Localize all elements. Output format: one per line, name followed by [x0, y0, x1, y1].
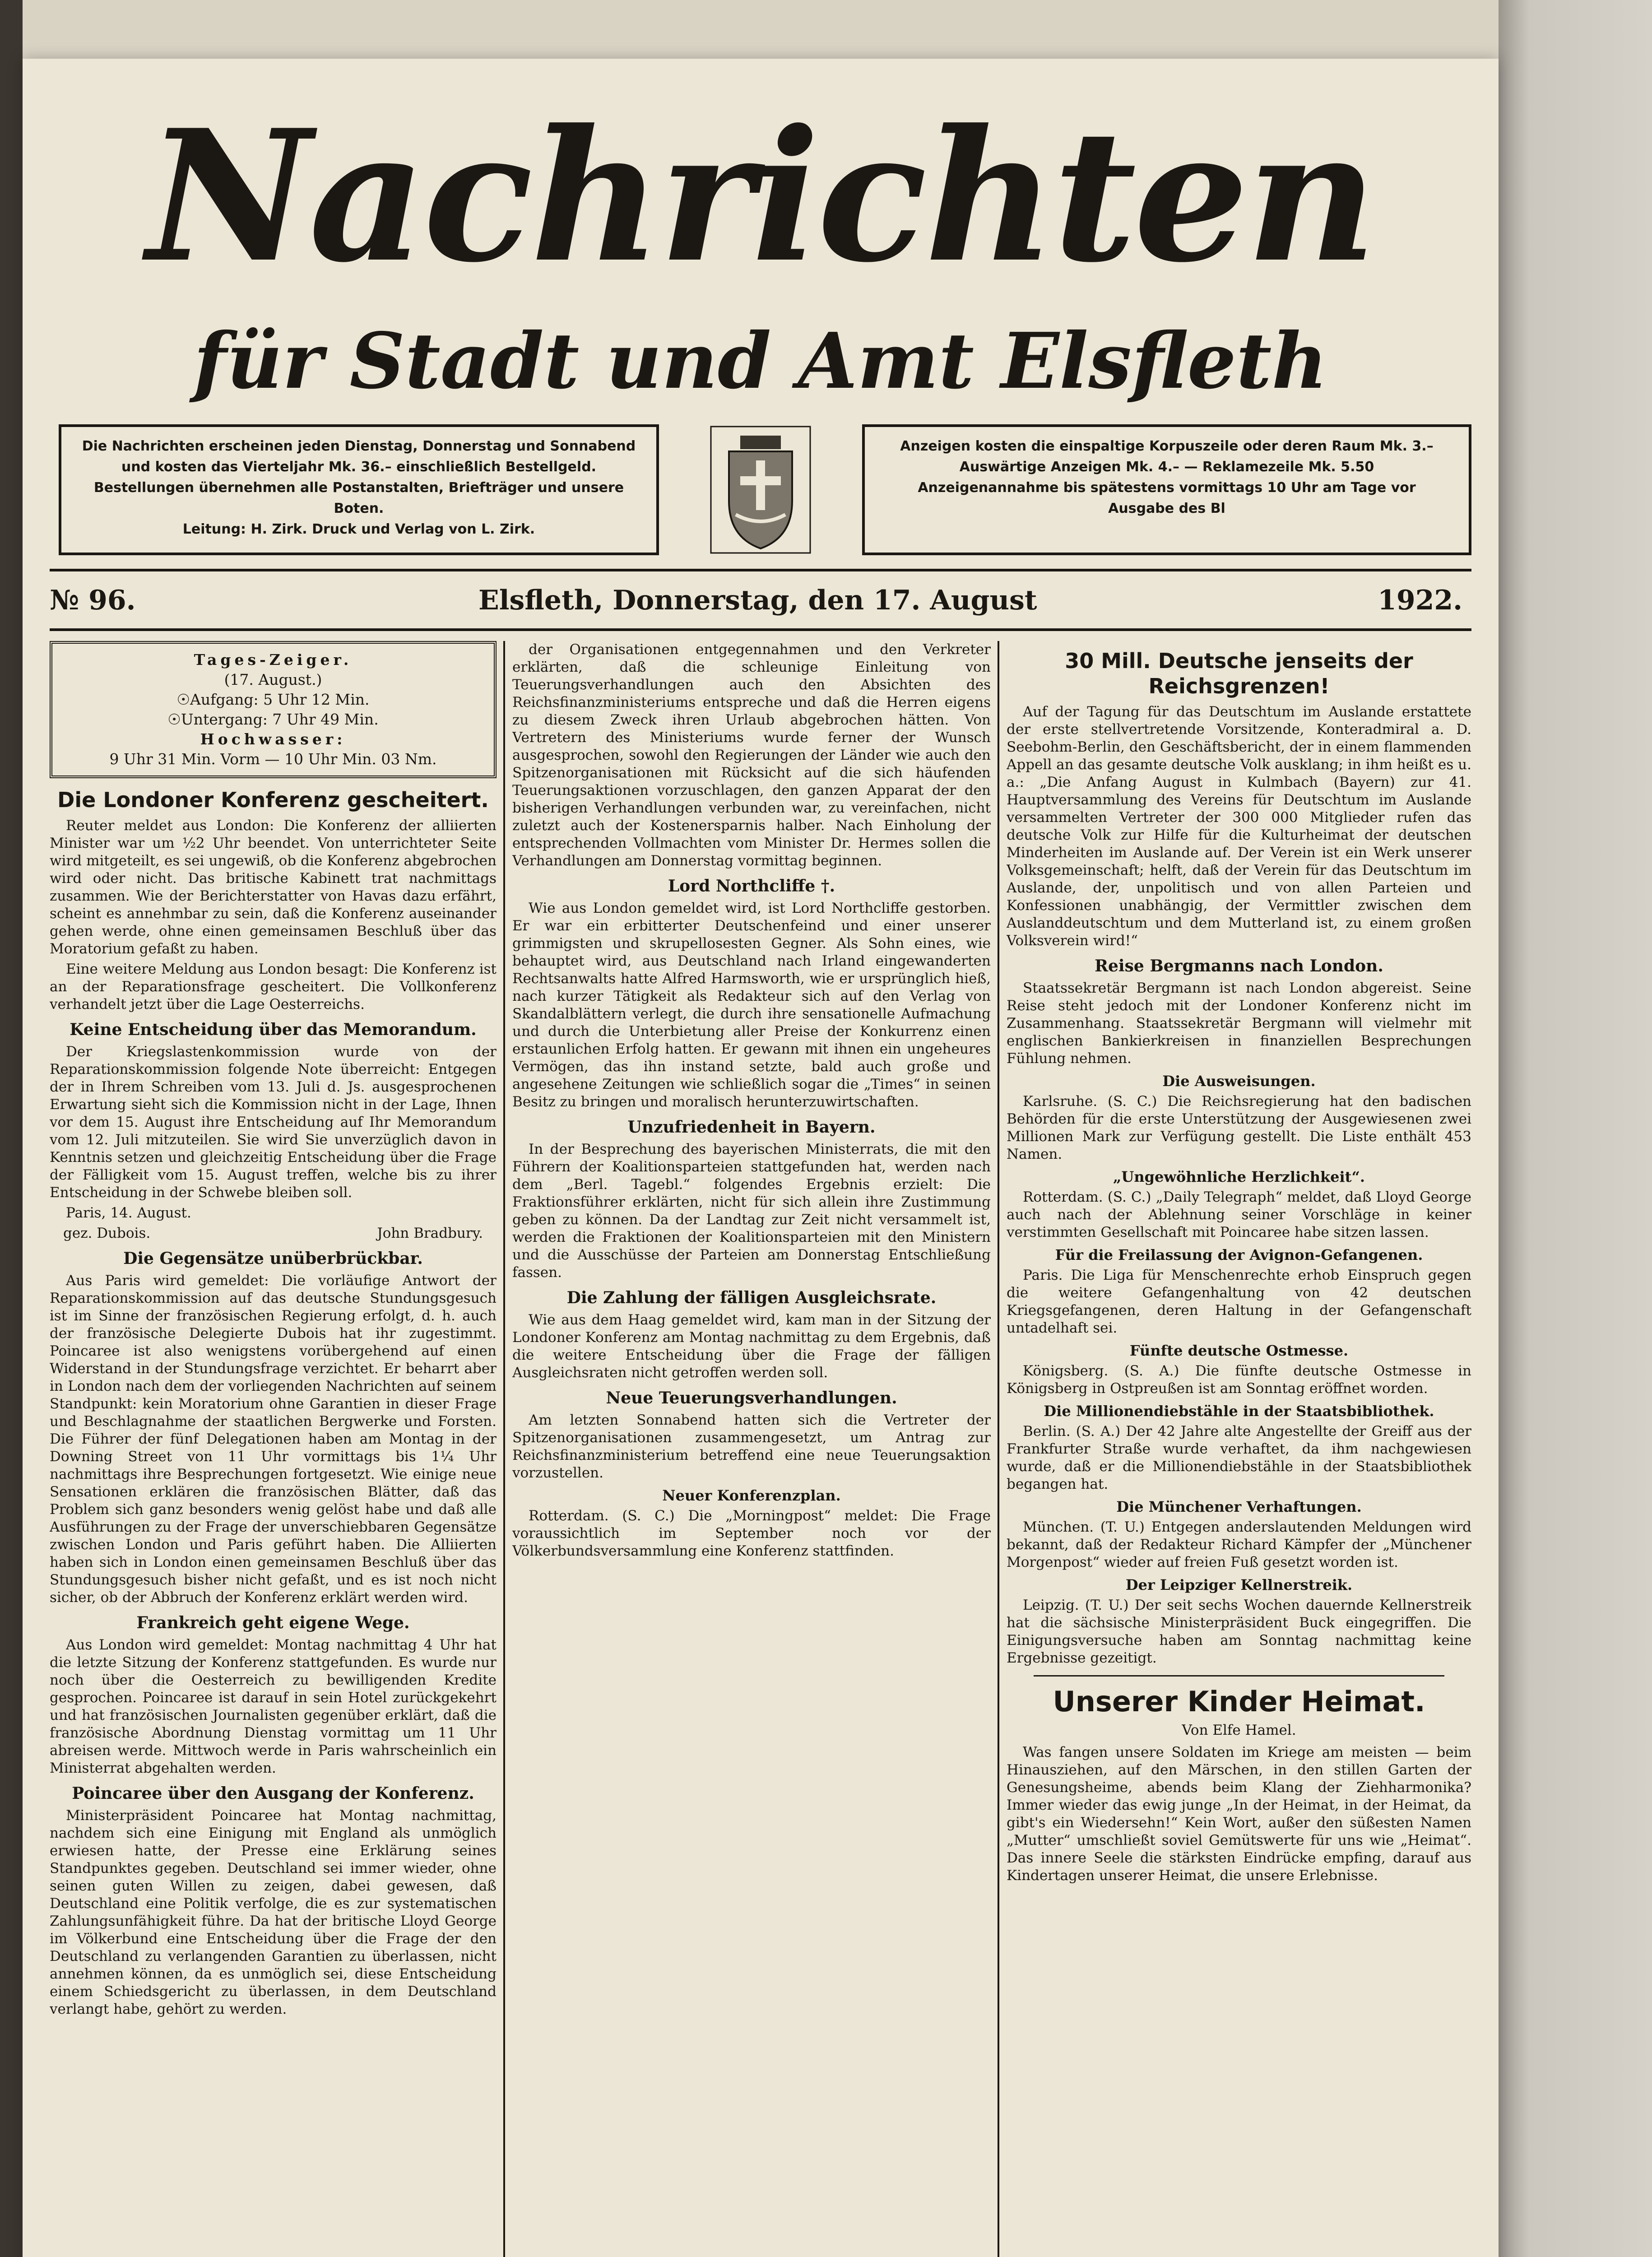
subheadline: „Ungewöhnliche Herzlichkeit“.	[1113, 1168, 1365, 1185]
tz-sunset: ☉Untergang: 7 Uhr 49 Min.	[167, 711, 379, 728]
subheadline: Unzufriedenheit in Bayern.	[627, 1118, 876, 1137]
subheadline: Die Zahlung der fälligen Ausgleichsrate.	[566, 1288, 937, 1307]
paragraph: der Organisationen entgegennahmen und den Verkreter erklärten, daß die schleunige Einleitung von Teuerungsverhandlungen auch den Absichten des Reichsfinanzministeriums entspreche und daß die Herren eigens zu diesem Zweck ihren Urlaub abgebrochen hätten. Von Vertretern des Ministeriums wurde ferner der Wunsch ausgesprochen, sowohl den Regierungen der Länder wie auch den Spitzenorganisationen mit Rücksicht auf die sich häufenden Teuerungsaktionen vorzuschlagen, den ganzen Apparat der den bisherigen Verhandlungen verbunden war, zu vereinfachen, nicht zuletzt auch der Kostenersparnis halber. Nach Einholung der entsprechenden Vollmachten vom Minister Dr. Hermes sollen die Verhandlungen am Donnerstag vormittag beginnen.	[512, 641, 991, 869]
subheadline: Keine Entscheidung über das Memorandum.	[70, 1020, 477, 1039]
issue-date: Elsfleth, Donnerstag, den 17. August	[478, 585, 1037, 616]
newspaper-page	[23, 59, 1499, 2257]
subheadline: Die Gegensätze unüberbrückbar.	[123, 1249, 423, 1268]
paragraph: Der Kriegslastenkommission wurde von der Reparationskommission folgende Note überreicht: Entgegen der in Ihrem Schreiben vom 13. Juli d. Js. ausgesprochenen Erwartung sieht sich die Kommission nicht in der Lage, Ihnen vor dem 15. August ihre Entscheidung auf Ihr Memorandum vom 12. Juli mitzuteilen. Sie wird Sie unverzüglich davon in Kenntnis setzen und gleichzeitig Entscheidung über die Frage der Fälligkeit vom 15. August treffen, welche bis zu ihrer Entscheidung in der Schwebe bleiben soll.	[50, 1044, 497, 1201]
info-line: Die Nachrichten erscheinen jeden Dienstag, Donnerstag und Sonnabend	[82, 438, 636, 454]
masthead-subtitle: für Stadt und Amt Elsfleth	[194, 316, 1327, 406]
paragraph: Ministerpräsident Poincaree hat Montag nachmittag, nachdem sich eine Einigung mit England als unmöglich erwiesen hatte, der Presse eine Erklärung seines Standpunktes gegeben. Deutschland sei immer wieder, ohne seinen guten Willen zu zeigen, dabei gewesen, daß Deutschland eine Politik verfolge, die es zur systematischen Zahlungsunfähigkeit führe. Da hat der britische Lloyd George im Völkerbund eine Entscheidung über die Frage der den Deutschland zu verlangenden Garantien zu überlassen, nicht annehmen können, da es unmöglich sei, diese Entscheidung einem Schiedsgericht zu überlassen, in dem Deutschland verlangt habe, gehört zu werden.	[50, 1807, 497, 2017]
paragraph: Wie aus dem Haag gemeldet wird, kam man in der Sitzung der Londoner Konferenz am Montag nachmittag zu dem Ergebnis, daß die weitere Entscheidung über die Frage der fälligen Ausgleichsraten nicht getroffen werden soll.	[512, 1312, 991, 1381]
paragraph: Was fangen unsere Soldaten im Kriege am meisten — beim Hinausziehen, auf den Märschen, in den stillen Garten der Genesungsheime, abends beim Klang der Ziehharmonika? Immer wieder das ewig junge „In der Heimat, in der Heimat, da gibt's ein Wiedersehn!“ Kein Wort, außer den süßesten Namen „Mutter“ umschließt soviel Gemütswerte für uns wie „Heimat“. Das innere Seele die stärksten Eindrücke empfing, darauf aus Kindertagen unserer Heimat, die unsere Erlebnisse.	[1007, 1744, 1471, 1884]
paragraph: Auf der Tagung für das Deutschtum im Auslande erstattete der erste stellvertretende Vorsitzende, Konteradmiral a. D. Seebohm-Berlin, den Geschäftsbericht, der in einem flammenden Appell an das gesamte deutsche Volk ausklang; in ihm heißt es u. a.: „Die Anfang August in Kulmbach (Bayern) zur 41. Hauptversammlung des Vereins für Deutschtum im Auslande versammelten Vertreter der 300 000 Mitglieder rufen das deutsche Volk zur Hilfe für die Kulturheimat der deutschen Minderheiten im Auslande auf. Der Verein ist ein Werk unserer Volksgemeinschaft; helft, daß der Verein für das Deutschtum im Auslande, der, unpolitisch und von allen Parteien und Konfessionen unabhängig, der Vermittler zwischen dem Auslanddeutschtum und dem Mutterland ist, zu einem großen Volksverein wird!“	[1007, 704, 1471, 949]
info-line: Leitung: H. Zirk. Druck und Verlag von L. Zirk.	[182, 521, 535, 537]
signatures	[50, 1225, 497, 1242]
column-divider	[998, 641, 999, 2257]
issue-year: 1922.	[1378, 585, 1462, 616]
subheadline: Der Leipziger Kellnerstreik.	[1125, 1576, 1353, 1593]
signature: gez. Dubois.	[63, 1225, 151, 1241]
dateline	[50, 576, 1471, 625]
advertising-info-box	[862, 424, 1471, 555]
masthead-title: Nachrichten	[146, 90, 1375, 302]
paragraph: Aus London wird gemeldet: Montag nachmittag 4 Uhr hat die letzte Sitzung der Konferenz stattgefunden. Es wurde nur noch über die Oesterreich zu bewilligenden Kredite gesprochen. Poincaree ist darauf in sein Hotel zurückgekehrt und hat französischen Journalisten gegenüber erklärt, daß die französische Abordnung Dienstag vormittag um 11 Uhr abreisen werde. Mittwoch werde in Paris wahrscheinlich ein Ministerrat abgehalten werden.	[50, 1637, 497, 1776]
tz-tide-title: Hochwasser:	[200, 730, 346, 748]
paragraph: Leipzig. (T. U.) Der seit sechs Wochen dauernde Kellnerstreik hat die sächsische Ministerpräsident Buck eingegriffen. Die Einigungsversuche haben am Sonntag nachmittag keine Ergebnisse gezeitigt.	[1007, 1597, 1471, 1666]
paragraph: Königsberg. (S. A.) Die fünfte deutsche Ostmesse in Königsberg in Ostpreußen ist am Sonntag eröffnet worden.	[1007, 1363, 1471, 1397]
subheadline: Für die Freilassung der Avignon-Gefangenen.	[1055, 1246, 1423, 1263]
subscription-info-box	[59, 424, 659, 555]
paragraph: Aus Paris wird gemeldet: Die vorläufige Antwort der Reparationskommission auf das deutsche Stundungsgesuch ist im Sinne der französischen Regierung erfolgt, d. h. auch der französische Delegierte Dubois hat ihr zugestimmt. Poincaree ist also wenigstens vorübergehend auf einen Widerstand in der Stundungsfrage verzichtet. Er beharrt aber in London nach dem der vorliegenden Nachrichten auf seinem Standpunkt: kein Moratorium ohne Garantien in dieser Frage und Beschlagnahme der staatlichen Bergwerke und Forsten. Die Führer der fünf Delegationen haben am Montag in der Downing Street von 11 Uhr vormittags bis 1¼ Uhr nachmittags ihre Besprechungen fortgesetzt. Wie einige neue Sensationen erklären die französischen Blätter, daß das Problem sich ganz besonders wenig gelöst habe und daß alle Ausführungen zu der Frage der unverschiebbaren Gegensätze zwischen London und Paris geführt haben. Die Alliierten haben sich in London einen gemeinsamen Beschluß über das Stundungsgesuch bisher nicht gefaßt, und es ist noch nicht sicher, ob der Abbruch der Konferenz erklärt werden wird.	[50, 1272, 497, 1606]
info-line: Anzeigenannahme bis spätestens vormittags 10 Uhr am Tage vor	[918, 480, 1416, 496]
subheadline: Poincaree über den Ausgang der Konferenz.	[72, 1784, 474, 1803]
subheadline: Die Millionendiebstähle in der Staatsbibliothek.	[1044, 1402, 1434, 1420]
tz-title: Tages-Zeiger.	[194, 651, 353, 669]
info-line: Ausgabe des Bl	[1108, 501, 1225, 516]
subheadline: Die Ausweisungen.	[1162, 1073, 1316, 1090]
subheadline: Frankreich geht eigene Wege.	[136, 1613, 410, 1632]
paragraph: Berlin. (S. A.) Der 42 Jahre alte Angestellte der Greiff aus der Frankfurter Straße wurde verhaftet, da ihm nachgewiesen wurde, daß er die Millionendiebstähle in der Staatsbibliothek begangen hat.	[1007, 1423, 1471, 1492]
signature-place: Paris, 14. August.	[66, 1205, 191, 1221]
subheadline: Neuer Konferenzplan.	[662, 1487, 841, 1504]
tages-zeiger-box	[50, 641, 497, 778]
book-gutter	[0, 0, 23, 2257]
coat-of-arms-icon	[709, 424, 812, 555]
paragraph: Reuter meldet aus London: Die Konferenz der alliierten Minister war um ½2 Uhr beendet. Von unterrichteter Seite wird mitgeteilt, es sei ungewiß, ob die Konferenz abgebrochen wird oder nicht. Das britische Kabinett trat nachmittags zusammen. Wie der Berichterstatter von Havas dazu erfährt, scheint es annehmbar zu sein, daß die Konferenz auseinander gehen werde, ohne einen gemeinsamen Beschluß über das Moratorium gefaßt zu haben.	[50, 817, 497, 957]
subheadline: Reise Bergmanns nach London.	[1095, 957, 1383, 975]
subheadline: Lord Northcliffe †.	[668, 877, 835, 896]
paragraph: Wie aus London gemeldet wird, ist Lord Northcliffe gestorben. Er war ein erbitterter Deutschenfeind und einer unserer grimmigsten und skrupellosesten Gegner. Als Sohn eines, wie behauptet wird, aus Deutschland nach Irland eingewanderten Rechtsanwalts hatte Alfred Harmsworth, wie er ursprünglich hieß, nach kurzer Tätigkeit als Redakteur sich auf den Verlag von Skandalblättern verlegt, die durch ihre sensationelle Aufmachung und durch die Unterbietung aller Preise der Konkurrenz einen erstaunlichen Erfolg hatten. Er gewann mit ihnen ein ungeheures Vermögen, das ihn instand setzte, bald auch große und angesehene Zeitungen wie schließlich sogar die „Times“ in seinen Besitz zu bringen und moralisch herunterzuwirtschaften.	[512, 900, 991, 1110]
column-2	[512, 641, 991, 2257]
tz-tide: 9 Uhr 31 Min. Vorm — 10 Uhr Min. 03 Nm.	[109, 750, 437, 768]
info-line: Auswärtige Anzeigen Mk. 4.– — Reklamezeile Mk. 5.50	[959, 459, 1374, 475]
paragraph: In der Besprechung des bayerischen Ministerrats, die mit den Führern der Koalitionsparteien stattgefunden hat, werden nach dem „Berl. Tagebl.“ folgendes Ergebnis erzielt: Die Fraktionsführer erklärten, nicht für sich allein ihre Zustimmung geben zu können. Da der Landtag zur Zeit nicht versammelt ist, werden die Fraktionen der Koalitionsparteien mit den Ministern und die Ausschüsse der Parteien am Donnerstag Entschließung fassen.	[512, 1141, 991, 1281]
page-edge	[1499, 0, 1652, 2257]
rule	[50, 628, 1471, 631]
signature: John Bradbury.	[377, 1225, 483, 1241]
paragraph: Paris. Die Liga für Menschenrechte erhob Einspruch gegen die weitere Gefangenhaltung von 42 deutschen Kriegsgefangenen, deren Haltung in der Gefangenschaft untadelhaft sei.	[1007, 1267, 1471, 1336]
info-line: Bestellungen übernehmen alle Postanstalten, Briefträger und unsere Boten.	[93, 480, 624, 516]
headline: Die Londoner Konferenz gescheitert.	[57, 788, 489, 812]
section-rule	[1034, 1675, 1444, 1676]
column-1	[50, 641, 497, 2257]
paragraph: Rotterdam. (S. C.) Die „Morningpost“ meldet: Die Frage voraussichtlich im September noch vor der Völkerbundsversammlung eine Konferenz stattfinden.	[512, 1508, 991, 1559]
tz-date: (17. August.)	[224, 671, 322, 688]
column-3	[1007, 641, 1471, 2257]
paragraph: Karlsruhe. (S. C.) Die Reichsregierung hat den badischen Behörden für die erste Unterstützung der Ausgewiesenen zwei Millionen Mark zur Verfügung gestellt. Die Liste enthält 453 Namen.	[1007, 1093, 1471, 1162]
byline: Von Elfe Hamel.	[1182, 1722, 1296, 1738]
column-divider	[503, 641, 505, 2257]
paragraph: Eine weitere Meldung aus London besagt: Die Konferenz ist an der Reparationsfrage gescheitert. Die Vollkonferenz verhandelt jetzt über die Lage Oesterreichs.	[50, 961, 497, 1012]
paragraph: Am letzten Sonnabend hatten sich die Vertreter der Spitzenorganisationen zusammengesetzt, um Antrag zur Reichsfinanzministerium betreffend eine neue Teuerungsaktion vorzustellen.	[512, 1412, 991, 1481]
info-line: Anzeigen kosten die einspaltige Korpuszeile oder deren Raum Mk. 3.–	[900, 438, 1434, 454]
rule	[50, 569, 1471, 571]
issue-number: № 96.	[50, 585, 136, 616]
feuilleton-title: Unserer Kinder Heimat.	[1053, 1685, 1425, 1718]
paragraph: Rotterdam. (S. C.) „Daily Telegraph“ meldet, daß Lloyd George auch nach der Ablehnung seiner Vorschläge in keiner verstimmten Gesellschaft mit Poincaree habe sitzen lassen.	[1007, 1189, 1471, 1240]
paragraph: Staatssekretär Bergmann ist nach London abgereist. Seine Reise steht jedoch mit der Londoner Konferenz nicht im Zusammenhang. Staatssekretär Bergmann will vielmehr mit englischen Bankierkreisen in finanziellen Besprechungen Fühlung nehmen.	[1007, 980, 1471, 1067]
subheadline: Neue Teuerungsverhandlungen.	[606, 1389, 897, 1407]
tz-sunrise: ☉Aufgang: 5 Uhr 12 Min.	[176, 691, 370, 708]
subheadline: Die Münchener Verhaftungen.	[1116, 1498, 1362, 1515]
paragraph: München. (T. U.) Entgegen anderslautenden Meldungen wird bekannt, daß der Redakteur Richard Kämpfer der „Münchener Morgenpost“ wieder auf freien Fuß gesetzt worden ist.	[1007, 1519, 1471, 1570]
info-line: und kosten das Vierteljahr Mk. 36.– einschließlich Bestellgeld.	[121, 459, 597, 475]
headline: 30 Mill. Deutsche jenseits der Reichsgrenzen!	[1065, 649, 1413, 698]
subheadline: Fünfte deutsche Ostmesse.	[1129, 1342, 1349, 1359]
